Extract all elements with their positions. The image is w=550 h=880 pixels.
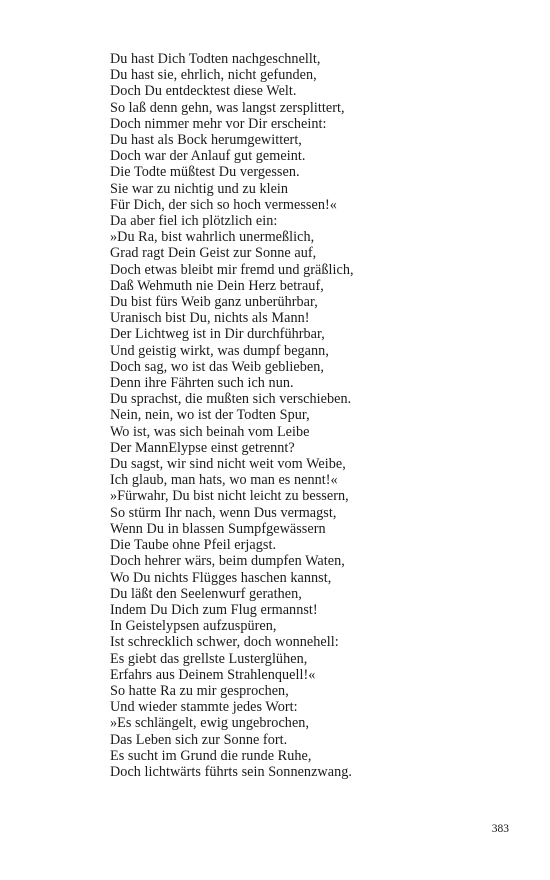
poem-line: Die Taube ohne Pfeil erjagst. [110, 537, 277, 554]
poem-line: Doch war der Anlauf gut gemeint. [110, 148, 306, 165]
poem-line: Indem Du Dich zum Flug ermannst! [110, 601, 318, 618]
poem-line: Es giebt das grellste Lusterglühen, [110, 650, 308, 667]
poem-line: So laß denn gehn, was langst zersplittert, [110, 99, 345, 116]
poem-line: Nein, nein, wo ist der Todten Spur, [110, 407, 310, 424]
poem-line: Grad ragt Dein Geist zur Sonne auf, [110, 245, 317, 262]
poem-line: Doch hehrer wärs, beim dumpfen Waten, [110, 553, 345, 570]
poem-line: Daß Wehmuth nie Dein Herz betrauf, [110, 277, 324, 294]
poem-line: Erfahrs aus Deinem Strahlenquell!« [110, 666, 316, 683]
poem-line: Der Lichtweg ist in Dir durchführbar, [110, 326, 325, 343]
poem-line: »Es schlängelt, ewig ungebrochen, [110, 715, 310, 732]
poem-line: »Fürwahr, Du bist nicht leicht zu bessern, [110, 488, 349, 505]
poem-line: Du bist fürs Weib ganz unberührbar, [110, 294, 318, 311]
poem-line: Es sucht im Grund die runde Ruhe, [110, 747, 312, 764]
poem-line: Wo Du nichts Flügges haschen kannst, [110, 569, 332, 586]
poem-line: Der MannElypse einst getrennt? [110, 439, 295, 456]
poem-line: Für Dich, der sich so hoch vermessen!« [110, 196, 337, 213]
poem-line: Du sprachst, die mußten sich verschieben. [110, 391, 352, 408]
poem-line: So hatte Ra zu mir gesprochen, [110, 682, 289, 699]
poem-line: Doch sag, wo ist das Weib geblieben, [110, 358, 324, 375]
poem-line: Sie war zu nichtig und zu klein [110, 180, 289, 197]
poem-line: Ist schrecklich schwer, doch wonnehell: [110, 634, 339, 651]
poem-line: In Geistelypsen aufzuspüren, [110, 618, 277, 635]
poem-line: Die Todte müßtest Du vergessen. [110, 164, 300, 181]
poem-line: Uranisch bist Du, nichts als Mann! [110, 310, 310, 327]
poem-line: Du hast sie, ehrlich, nicht gefunden, [110, 67, 317, 84]
poem-line: Und geistig wirkt, was dumpf begann, [110, 342, 329, 359]
poem-line: Du sagst, wir sind nicht weit vom Weibe, [110, 456, 346, 473]
poem-line: Du hast Dich Todten nachgeschnellt, [110, 51, 321, 67]
poem-line: Doch lichtwärts führts sein Sonnenzwang. [110, 763, 352, 780]
poem-line: Und wieder stammte jedes Wort: [110, 699, 298, 716]
poem-line: Doch etwas bleibt mir fremd und gräßlich, [110, 261, 354, 278]
poem-line: »Du Ra, bist wahrlich unermeßlich, [110, 229, 315, 246]
poem-line: Wenn Du in blassen Sumpfgewässern [110, 520, 326, 537]
poem-line: So stürm Ihr nach, wenn Dus vermagst, [110, 504, 337, 521]
poem-line: Ich glaub, man hats, wo man es nennt!« [110, 472, 338, 489]
poem-line: Wo ist, was sich beinah vom Leibe [110, 423, 310, 440]
page-number: 383 [491, 823, 509, 835]
poem-line: Da aber fiel ich plötzlich ein: [110, 213, 278, 230]
poem-text-block [110, 51, 354, 780]
poem-line: Das Leben sich zur Sonne fort. [110, 731, 288, 748]
poem-line: Doch Du entdecktest diese Welt. [110, 83, 297, 100]
poem-line: Du läßt den Seelenwurf gerathen, [110, 585, 302, 602]
poem-line: Du hast als Bock herumgewittert, [110, 132, 302, 149]
poem-line: Doch nimmer mehr vor Dir erscheint: [110, 115, 327, 132]
poem-line: Denn ihre Fährten such ich nun. [110, 375, 294, 392]
